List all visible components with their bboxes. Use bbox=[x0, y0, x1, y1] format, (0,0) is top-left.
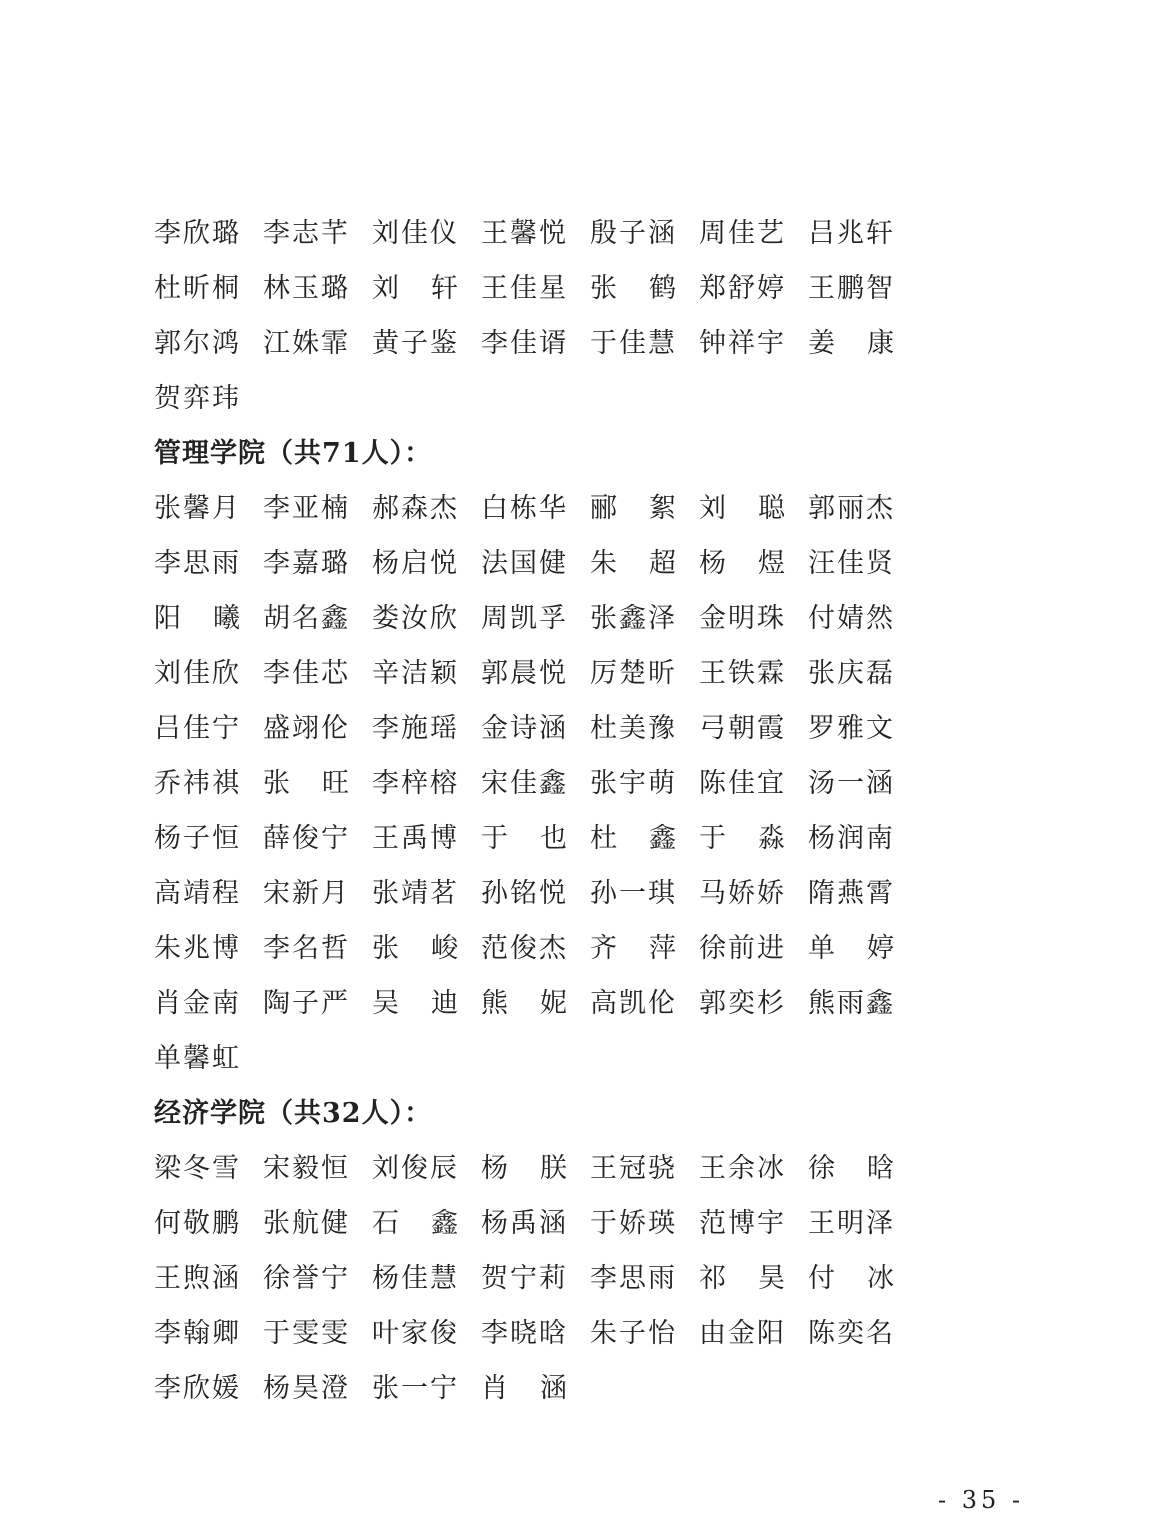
person-name: 刘 轩 bbox=[372, 273, 460, 304]
name-row bbox=[154, 1138, 914, 1193]
person-name: 江姝霏 bbox=[263, 328, 350, 359]
person-name: 杜美豫 bbox=[590, 713, 677, 744]
person-name: 祁 昊 bbox=[699, 1263, 787, 1294]
person-name: 王铁霖 bbox=[699, 658, 786, 689]
person-name: 高凯伦 bbox=[590, 988, 677, 1019]
person-name: 杨昊澄 bbox=[263, 1373, 350, 1404]
name-row bbox=[154, 808, 914, 863]
person-name: 宋新月 bbox=[263, 878, 350, 909]
person-name: 杨启悦 bbox=[372, 548, 459, 579]
person-name: 宋毅恒 bbox=[263, 1153, 350, 1184]
name-row bbox=[154, 478, 914, 533]
person-name: 陈佳宜 bbox=[699, 768, 786, 799]
person-name: 郭丽杰 bbox=[808, 493, 895, 524]
person-name: 吕兆轩 bbox=[808, 218, 895, 249]
person-name: 周凯孚 bbox=[481, 603, 568, 634]
person-name: 马娇娇 bbox=[699, 878, 786, 909]
person-name: 郭晨悦 bbox=[481, 658, 568, 689]
person-name: 胡名鑫 bbox=[263, 603, 350, 634]
person-name: 张 鹤 bbox=[590, 273, 678, 304]
person-name: 高靖程 bbox=[154, 878, 241, 909]
name-row bbox=[154, 753, 914, 808]
person-name: 王明泽 bbox=[808, 1208, 895, 1239]
person-name: 陶子严 bbox=[263, 988, 350, 1019]
person-name: 徐誉宁 bbox=[263, 1263, 350, 1294]
person-name: 刘佳仪 bbox=[372, 218, 459, 249]
person-name: 金明珠 bbox=[699, 603, 786, 634]
person-name: 郦 絮 bbox=[590, 493, 678, 524]
name-row bbox=[154, 1248, 914, 1303]
person-name: 王煦涵 bbox=[154, 1263, 241, 1294]
person-name: 王余冰 bbox=[699, 1153, 786, 1184]
name-row bbox=[154, 1303, 914, 1358]
person-name: 李佳谞 bbox=[481, 328, 568, 359]
person-name: 李欣璐 bbox=[154, 218, 241, 249]
person-name: 王禹博 bbox=[372, 823, 459, 854]
person-name: 郑舒婷 bbox=[699, 273, 786, 304]
name-row bbox=[154, 313, 914, 368]
person-name: 由金阳 bbox=[699, 1318, 786, 1349]
name-row bbox=[154, 1028, 914, 1083]
person-name: 杨禹涵 bbox=[481, 1208, 568, 1239]
person-name: 李梓榕 bbox=[372, 768, 459, 799]
person-name: 薛俊宁 bbox=[263, 823, 350, 854]
person-name: 杨 煜 bbox=[699, 548, 787, 579]
person-name: 张宇萌 bbox=[590, 768, 677, 799]
person-name: 李佳芯 bbox=[263, 658, 350, 689]
person-name: 朱子怡 bbox=[590, 1318, 677, 1349]
person-name: 杜昕桐 bbox=[154, 273, 241, 304]
person-name: 法国健 bbox=[481, 548, 568, 579]
person-name: 杨佳慧 bbox=[372, 1263, 459, 1294]
person-name: 张 旺 bbox=[263, 768, 351, 799]
person-name: 王鹏智 bbox=[808, 273, 895, 304]
name-row bbox=[154, 698, 914, 753]
person-name: 孙铭悦 bbox=[481, 878, 568, 909]
name-list bbox=[154, 203, 914, 1413]
name-row bbox=[154, 368, 914, 423]
person-name: 姜 康 bbox=[808, 328, 896, 359]
section-heading: 经济学院（共32人）： bbox=[154, 1098, 433, 1129]
person-name: 范俊杰 bbox=[481, 933, 568, 964]
person-name: 熊 妮 bbox=[481, 988, 569, 1019]
person-name: 叶家俊 bbox=[372, 1318, 459, 1349]
name-row bbox=[154, 203, 914, 258]
name-row bbox=[154, 258, 914, 313]
person-name: 于 也 bbox=[481, 823, 569, 854]
page-number: - 35 - bbox=[938, 1486, 1025, 1514]
name-row bbox=[154, 1193, 914, 1248]
person-name: 弓朝霞 bbox=[699, 713, 786, 744]
person-name: 娄汝欣 bbox=[372, 603, 459, 634]
person-name: 李欣媛 bbox=[154, 1373, 241, 1404]
person-name: 林玉璐 bbox=[263, 273, 350, 304]
person-name: 钟祥宇 bbox=[699, 328, 786, 359]
person-name: 殷子涵 bbox=[590, 218, 677, 249]
person-name: 李志芊 bbox=[263, 218, 350, 249]
name-row bbox=[154, 918, 914, 973]
person-name: 陈奕名 bbox=[808, 1318, 895, 1349]
person-name: 杨子恒 bbox=[154, 823, 241, 854]
name-row bbox=[154, 1358, 914, 1413]
person-name: 齐 萍 bbox=[590, 933, 678, 964]
person-name: 刘俊辰 bbox=[372, 1153, 459, 1184]
person-name: 周佳艺 bbox=[699, 218, 786, 249]
person-name: 徐前进 bbox=[699, 933, 786, 964]
person-name: 李名哲 bbox=[263, 933, 350, 964]
section-heading: 管理学院（共71人）： bbox=[154, 438, 433, 469]
person-name: 何敬鹏 bbox=[154, 1208, 241, 1239]
name-row bbox=[154, 588, 914, 643]
person-name: 张馨月 bbox=[154, 493, 241, 524]
person-name: 肖金南 bbox=[154, 988, 241, 1019]
person-name: 张 峻 bbox=[372, 933, 460, 964]
person-name: 范博宇 bbox=[699, 1208, 786, 1239]
person-name: 吕佳宁 bbox=[154, 713, 241, 744]
person-name: 梁冬雪 bbox=[154, 1153, 241, 1184]
person-name: 李亚楠 bbox=[263, 493, 350, 524]
name-row bbox=[154, 533, 914, 588]
person-name: 宋佳鑫 bbox=[481, 768, 568, 799]
person-name: 张鑫泽 bbox=[590, 603, 677, 634]
person-name: 朱兆博 bbox=[154, 933, 241, 964]
person-name: 李嘉璐 bbox=[263, 548, 350, 579]
person-name: 王馨悦 bbox=[481, 218, 568, 249]
person-name: 李思雨 bbox=[590, 1263, 677, 1294]
person-name: 贺弈玮 bbox=[154, 383, 241, 414]
person-name: 乔祎祺 bbox=[154, 768, 241, 799]
name-row bbox=[154, 863, 914, 918]
person-name: 吴 迪 bbox=[372, 988, 460, 1019]
person-name: 杨 朕 bbox=[481, 1153, 569, 1184]
person-name: 肖 涵 bbox=[481, 1373, 569, 1404]
person-name: 贺宁莉 bbox=[481, 1263, 568, 1294]
person-name: 付 冰 bbox=[808, 1263, 896, 1294]
person-name: 单馨虹 bbox=[154, 1043, 241, 1074]
person-name: 单 婷 bbox=[808, 933, 896, 964]
person-name: 刘 聪 bbox=[699, 493, 787, 524]
person-name: 郭尔鸿 bbox=[154, 328, 241, 359]
person-name: 李施瑶 bbox=[372, 713, 459, 744]
person-name: 刘佳欣 bbox=[154, 658, 241, 689]
person-name: 张航健 bbox=[263, 1208, 350, 1239]
person-name: 杨润南 bbox=[808, 823, 895, 854]
person-name: 于佳慧 bbox=[590, 328, 677, 359]
person-name: 汪佳贤 bbox=[808, 548, 895, 579]
person-name: 郝森杰 bbox=[372, 493, 459, 524]
person-name: 孙一琪 bbox=[590, 878, 677, 909]
person-name: 朱 超 bbox=[590, 548, 678, 579]
person-name: 金诗涵 bbox=[481, 713, 568, 744]
person-name: 隋燕霄 bbox=[808, 878, 895, 909]
person-name: 石 鑫 bbox=[372, 1208, 460, 1239]
person-name: 黄子鉴 bbox=[372, 328, 459, 359]
person-name: 杜 鑫 bbox=[590, 823, 678, 854]
person-name: 徐 晗 bbox=[808, 1153, 896, 1184]
person-name: 于 淼 bbox=[699, 823, 787, 854]
person-name: 李晓晗 bbox=[481, 1318, 568, 1349]
person-name: 郭奕杉 bbox=[699, 988, 786, 1019]
person-name: 李翰卿 bbox=[154, 1318, 241, 1349]
person-name: 张靖茗 bbox=[372, 878, 459, 909]
person-name: 王佳星 bbox=[481, 273, 568, 304]
person-name: 张一宁 bbox=[372, 1373, 459, 1404]
person-name: 熊雨鑫 bbox=[808, 988, 895, 1019]
person-name: 厉楚昕 bbox=[590, 658, 677, 689]
name-row bbox=[154, 973, 914, 1028]
person-name: 白栋华 bbox=[481, 493, 568, 524]
person-name: 张庆磊 bbox=[808, 658, 895, 689]
person-name: 王冠骁 bbox=[590, 1153, 677, 1184]
name-row bbox=[154, 643, 914, 698]
person-name: 盛翊伦 bbox=[263, 713, 350, 744]
person-name: 于娇瑛 bbox=[590, 1208, 677, 1239]
person-name: 阳 曦 bbox=[154, 603, 242, 634]
person-name: 李思雨 bbox=[154, 548, 241, 579]
person-name: 罗雅文 bbox=[808, 713, 895, 744]
person-name: 汤一涵 bbox=[808, 768, 895, 799]
person-name: 于雯雯 bbox=[263, 1318, 350, 1349]
person-name: 付婧然 bbox=[808, 603, 895, 634]
person-name: 辛洁颖 bbox=[372, 658, 459, 689]
